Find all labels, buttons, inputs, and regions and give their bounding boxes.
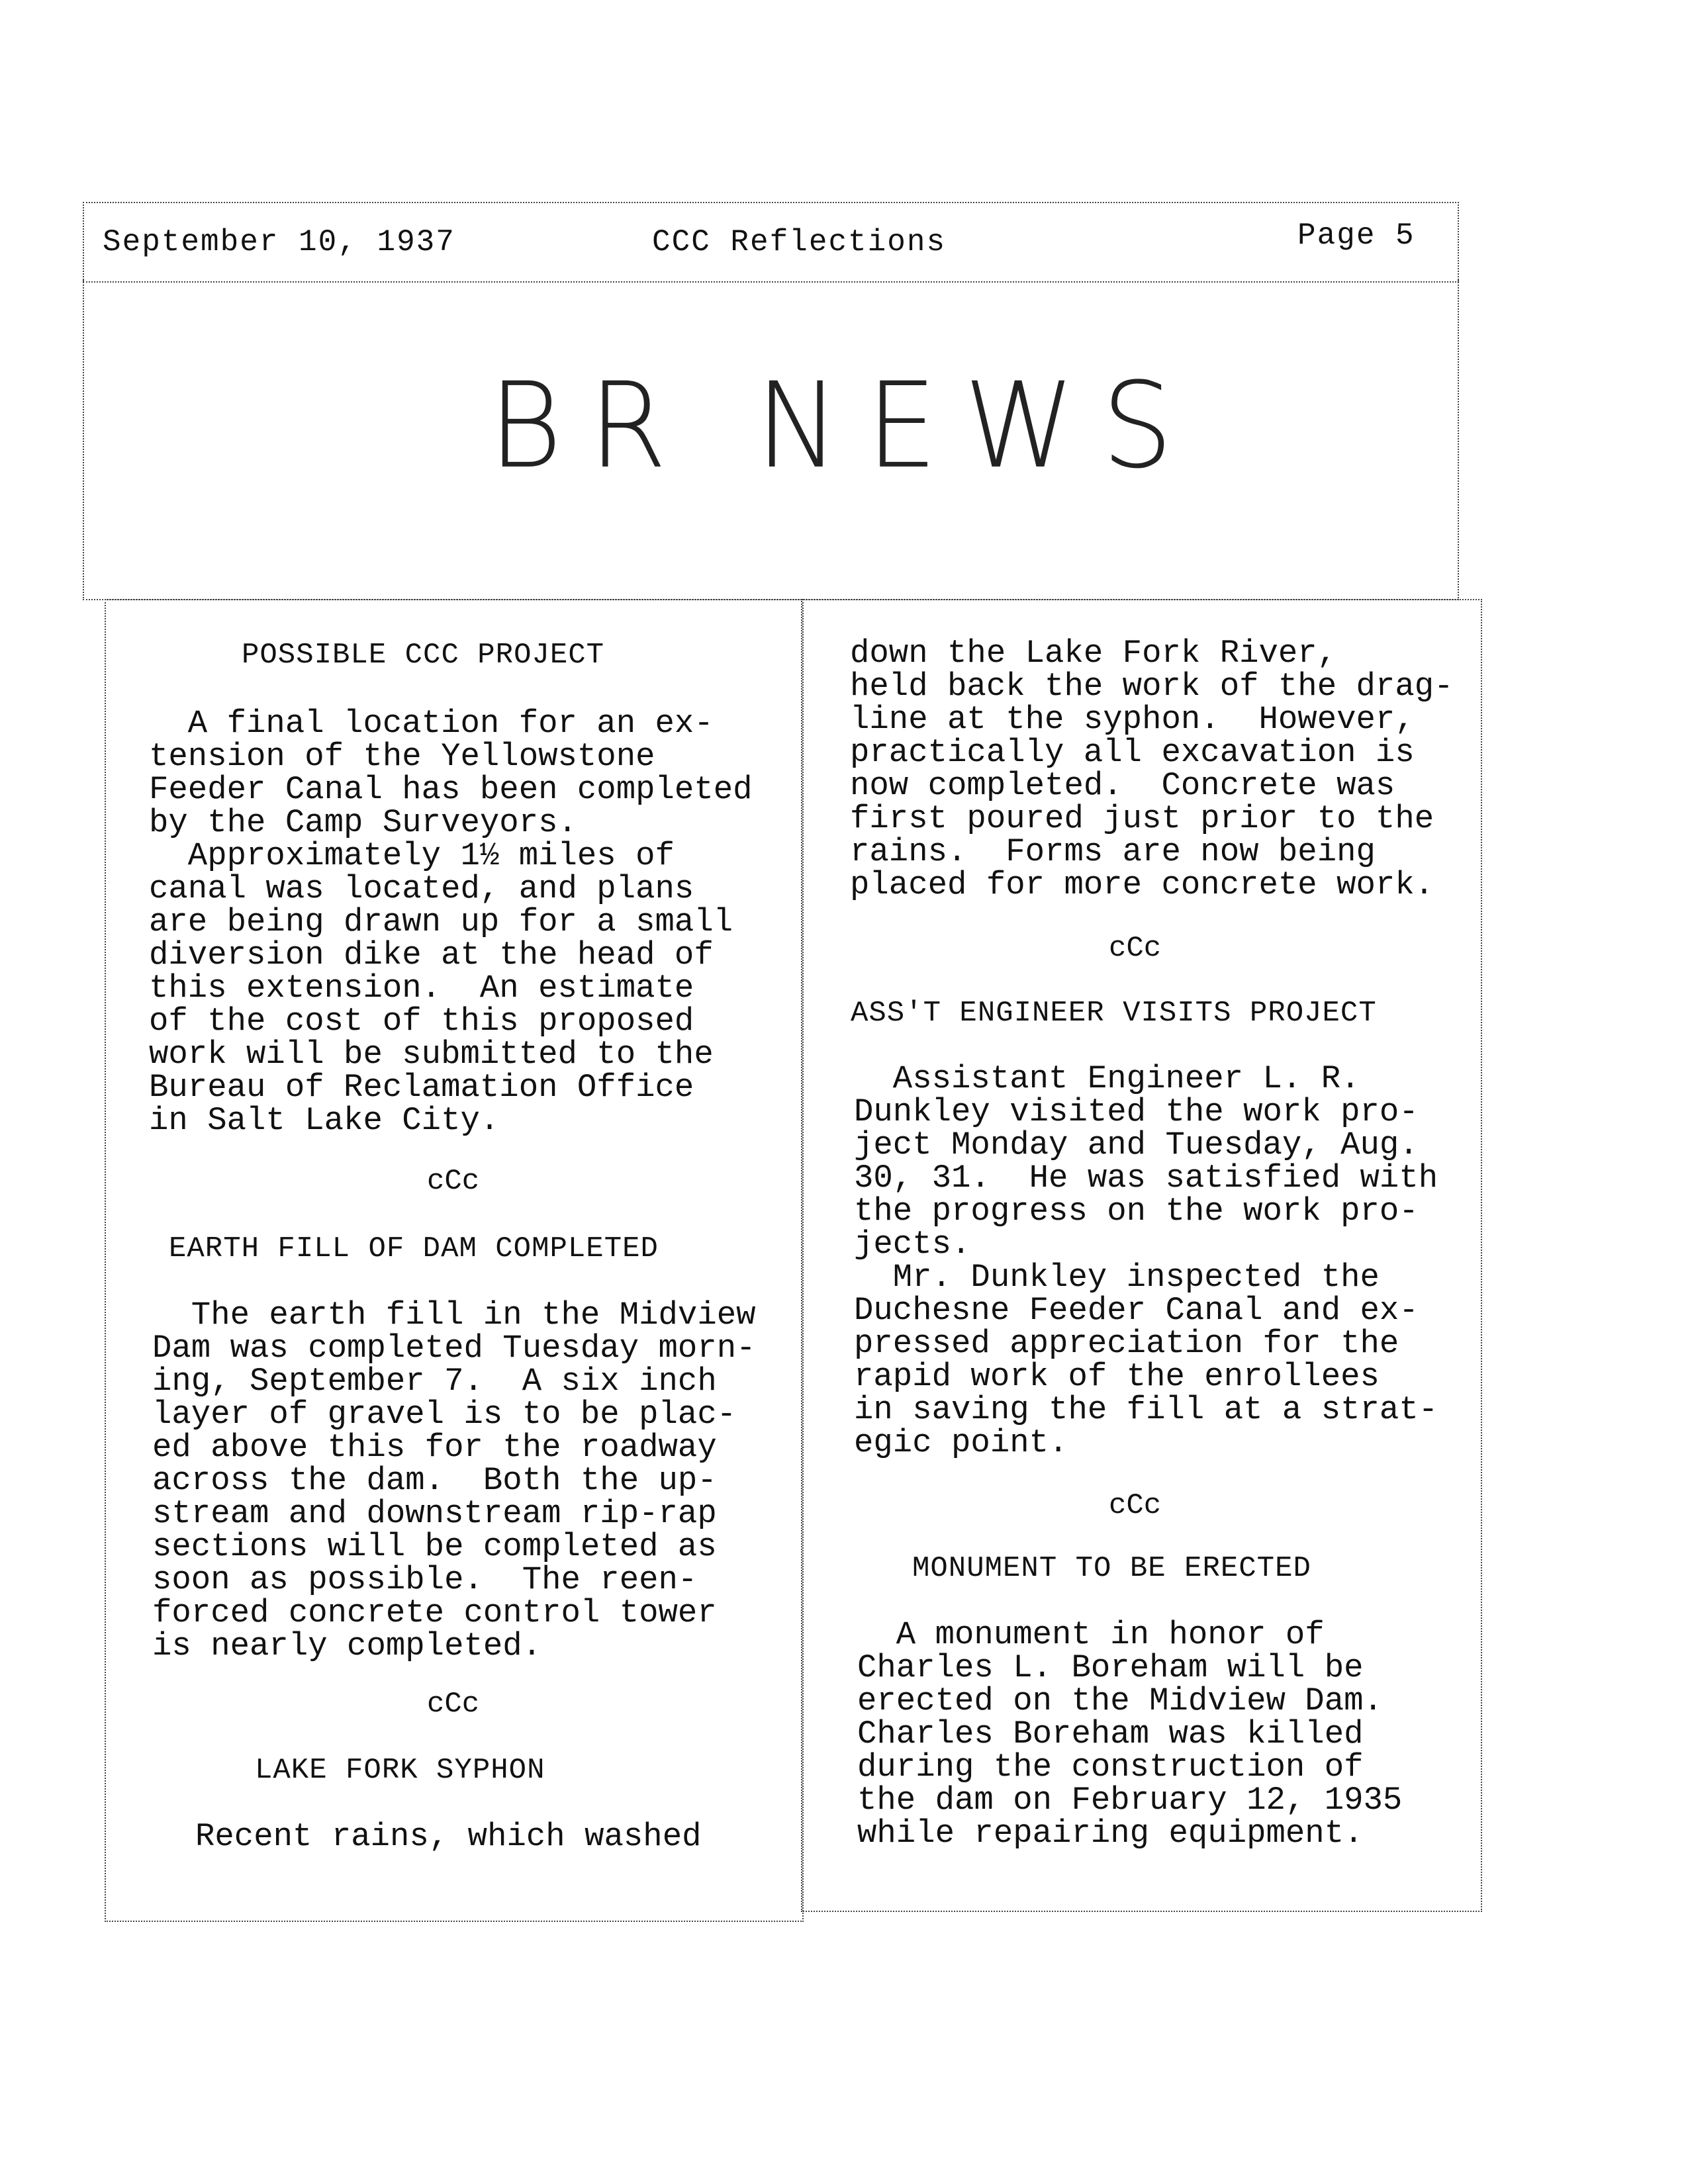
separator: cCc — [1109, 1489, 1162, 1522]
text-line: of the cost of this proposed — [149, 1003, 694, 1040]
text-line: work will be submitted to the — [149, 1036, 714, 1073]
article-heading: LAKE FORK SYPHON — [255, 1754, 545, 1787]
separator: cCc — [427, 1165, 480, 1198]
text-line: Charles Boreham was killed — [857, 1715, 1364, 1752]
article-body — [850, 637, 1454, 901]
text-line: Charles L. Boreham will be — [857, 1649, 1364, 1686]
text-line: egic point. — [854, 1424, 1068, 1461]
header-title: CCC Reflections — [652, 225, 947, 259]
text-line: placed for more concrete work. — [850, 866, 1434, 903]
text-line: ing, September 7. A six inch — [152, 1363, 717, 1400]
text-line: Approximately 1½ miles of — [149, 837, 675, 874]
text-line: line at the syphon. However, — [850, 701, 1415, 738]
text-line: now completed. Concrete was — [850, 767, 1395, 804]
article-body — [149, 707, 753, 1137]
text-line: while repairing equipment. — [857, 1815, 1364, 1852]
text-line: A final location for an ex- — [149, 705, 714, 742]
text-line: forced concrete control tower — [152, 1594, 717, 1631]
text-line: ed above this for the roadway — [152, 1429, 717, 1466]
separator: cCc — [427, 1688, 480, 1721]
text-line: soon as possible. The reen- — [152, 1561, 698, 1598]
article-body — [195, 1820, 702, 1853]
article-heading: EARTH FILL OF DAM COMPLETED — [169, 1232, 659, 1265]
article-body — [152, 1298, 756, 1662]
text-line: diversion dike at the head of — [149, 936, 714, 974]
text-line: erected on the Midview Dam. — [857, 1682, 1383, 1719]
text-line: practically all excavation is — [850, 734, 1415, 771]
text-line: sections will be completed as — [152, 1528, 717, 1565]
text-line: Assistant Engineer L. R. — [854, 1060, 1360, 1097]
article-heading: POSSIBLE CCC PROJECT — [242, 639, 605, 672]
text-line: held back the work of the drag- — [850, 668, 1454, 705]
article-heading: MONUMENT TO BE ERECTED — [912, 1552, 1311, 1585]
text-line: the progress on the work pro- — [854, 1193, 1419, 1230]
text-line: Bureau of Reclamation Office — [149, 1069, 694, 1106]
text-line: A monument in honor of — [857, 1616, 1325, 1653]
header-page: Page 5 — [1297, 218, 1415, 253]
text-line: Mr. Dunkley inspected the — [854, 1259, 1380, 1296]
text-line: are being drawn up for a small — [149, 903, 733, 940]
text-line: during the construction of — [857, 1749, 1364, 1786]
text-line: by the Camp Surveyors. — [149, 804, 577, 841]
text-line: Recent rains, which washed — [195, 1818, 702, 1855]
text-line: across the dam. Both the up- — [152, 1462, 717, 1499]
text-line: rapid work of the enrollees — [854, 1358, 1380, 1395]
text-line: rains. Forms are now being — [850, 833, 1376, 870]
article-heading: ASS'T ENGINEER VISITS PROJECT — [851, 997, 1377, 1030]
text-line: jects. — [854, 1226, 971, 1263]
text-line: pressed appreciation for the — [854, 1325, 1399, 1362]
text-line: Dunkley visited the work pro- — [854, 1093, 1419, 1130]
text-line: ject Monday and Tuesday, Aug. — [854, 1126, 1419, 1163]
header-date: September 10, 1937 — [103, 225, 455, 259]
text-line: tension of the Yellowstone — [149, 738, 655, 775]
text-line: Duchesne Feeder Canal and ex- — [854, 1292, 1419, 1329]
text-line: is nearly completed. — [152, 1627, 542, 1664]
text-line: in Salt Lake City. — [149, 1102, 500, 1139]
text-line: in saving the fill at a strat- — [854, 1391, 1438, 1428]
text-line: this extension. An estimate — [149, 970, 694, 1007]
article-body — [854, 1062, 1438, 1459]
text-line: Feeder Canal has been completed — [149, 771, 753, 808]
article-body — [857, 1618, 1402, 1850]
text-line: layer of gravel is to be plac- — [152, 1396, 737, 1433]
separator: cCc — [1109, 932, 1162, 965]
text-line: 30, 31. He was satisfied with — [854, 1160, 1438, 1197]
text-line: canal was located, and plans — [149, 870, 694, 907]
text-line: the dam on February 12, 1935 — [857, 1782, 1403, 1819]
text-line: Dam was completed Tuesday morn- — [152, 1330, 756, 1367]
text-line: The earth fill in the Midview — [152, 1297, 756, 1334]
text-line: stream and downstream rip-rap — [152, 1495, 717, 1532]
text-line: first poured just prior to the — [850, 800, 1434, 837]
masthead-title: BR NEWS — [488, 357, 1200, 495]
text-line: down the Lake Fork River, — [850, 635, 1337, 672]
